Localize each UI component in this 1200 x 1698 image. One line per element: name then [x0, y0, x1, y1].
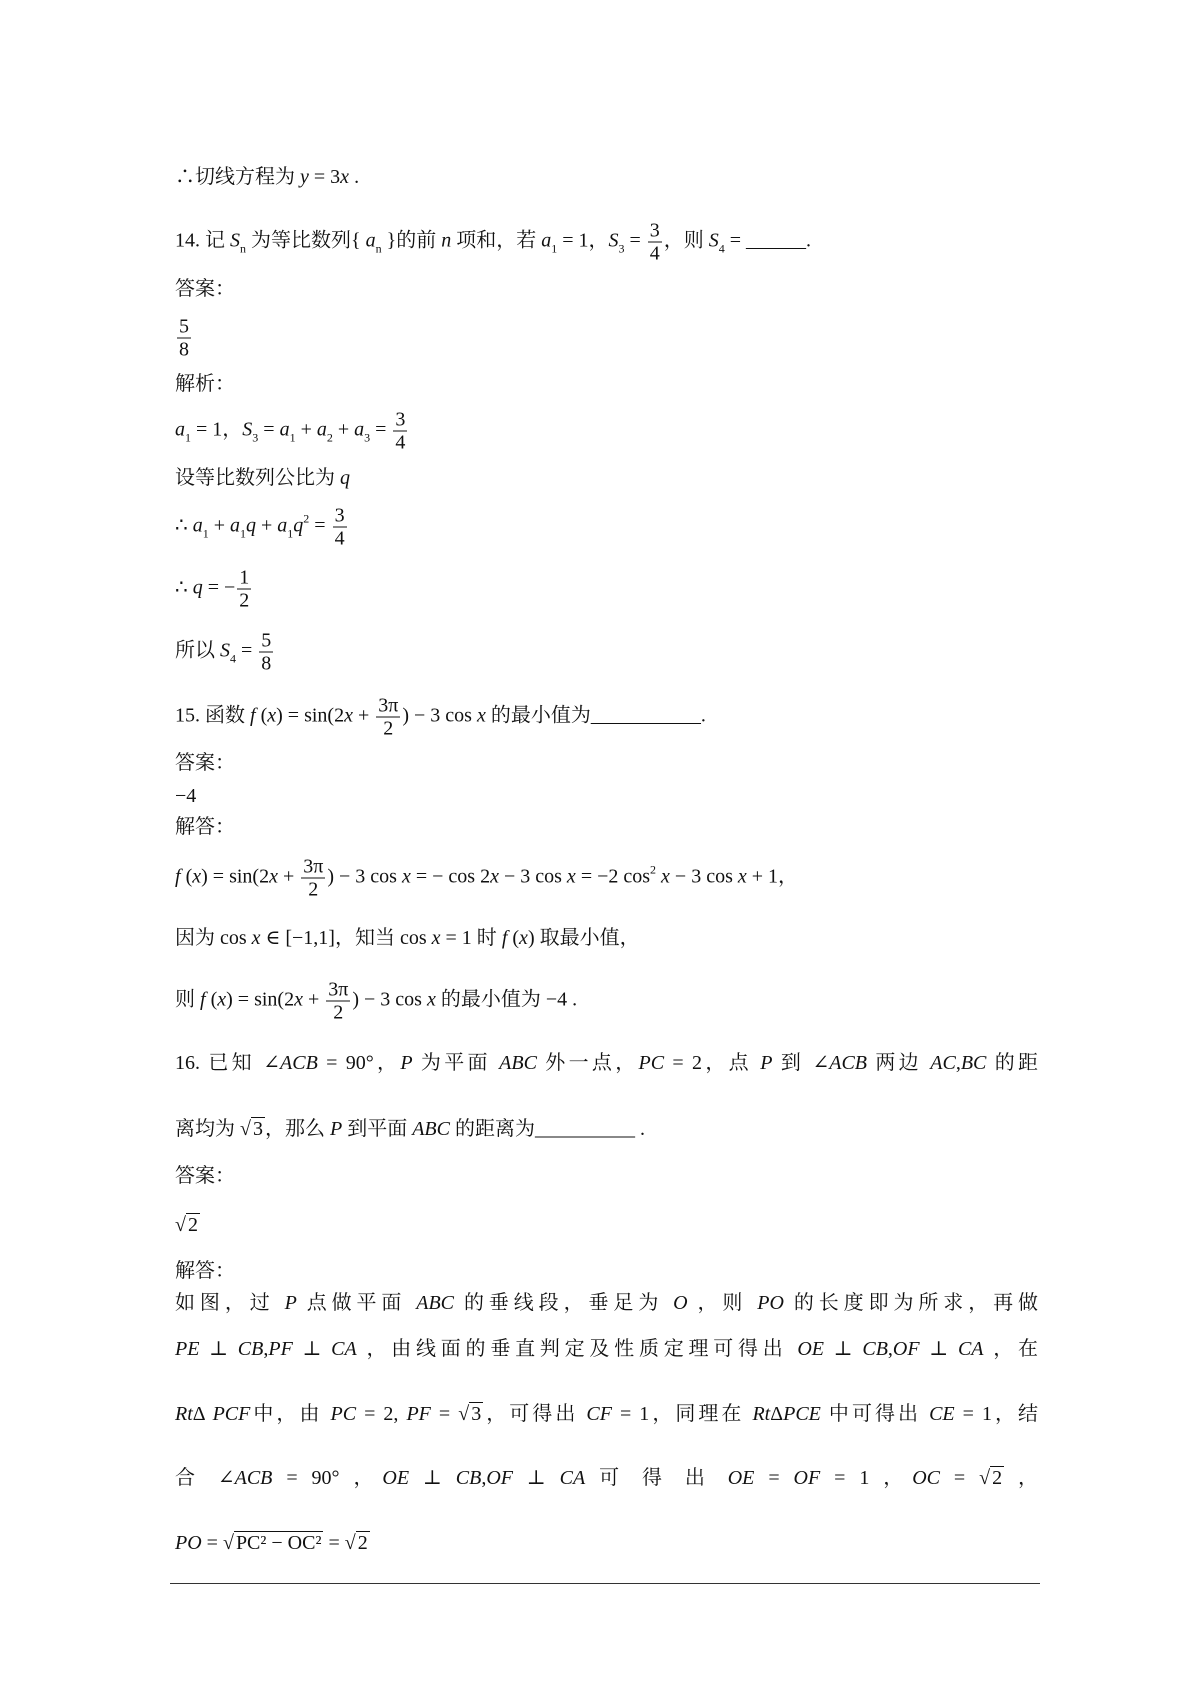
math-variable: CB: [237, 1338, 264, 1360]
math-variable: f: [175, 865, 181, 888]
math-variable: OF: [486, 1467, 513, 1489]
text-line: [175, 466, 350, 490]
math-variable: x: [431, 927, 441, 949]
fraction: [237, 567, 251, 612]
text-run: = −2 cos: [575, 865, 651, 888]
text-run: 14. 记: [175, 229, 230, 252]
text-line: [175, 630, 275, 675]
math-variable: P: [400, 1052, 413, 1074]
text-line: [175, 1402, 1038, 1426]
text-run: Δ: [192, 1403, 213, 1425]
denominator: 4: [649, 242, 660, 265]
text-line: [175, 1164, 235, 1188]
subscript: n: [240, 241, 246, 256]
math-variable: ABC: [412, 1118, 450, 1140]
text-run: 则: [175, 988, 200, 1011]
text-run: +: [332, 418, 355, 441]
text-run: ) − 3 cos: [402, 704, 477, 727]
subscript: 3: [618, 241, 625, 256]
text-run: + 1，: [746, 865, 799, 888]
text-run: = 1，结: [954, 1403, 1039, 1425]
denominator: 2: [383, 717, 394, 740]
subscript: 1: [289, 430, 296, 445]
text-run: 答案：: [175, 1165, 235, 1187]
text-line: [175, 409, 409, 454]
text-line: [175, 567, 253, 612]
math-variable: ACB: [829, 1052, 868, 1074]
math-variable: x: [519, 927, 528, 949]
math-variable: PO: [175, 1532, 202, 1554]
text-run: = ______.: [724, 229, 812, 252]
text-run: +: [277, 865, 300, 888]
text-run: ) − 3 cos: [352, 988, 427, 1011]
text-run: ，那么: [264, 1118, 330, 1140]
text-line: [175, 1291, 1038, 1315]
text-run: = − cos 2: [410, 865, 491, 888]
text-run: ,: [481, 1467, 487, 1489]
math-variable: x: [294, 988, 303, 1011]
text-line: [175, 695, 706, 740]
text-line: [175, 277, 235, 301]
text-line: [175, 1213, 200, 1237]
math-variable: a: [365, 229, 376, 252]
math-variable: Rt: [752, 1403, 771, 1425]
text-run: ，则: [687, 1292, 758, 1314]
text-run: − 3 cos: [669, 865, 738, 888]
subscript: 1: [202, 526, 209, 541]
text-run: 可 得 出: [585, 1467, 728, 1489]
math-variable: OC: [912, 1467, 940, 1489]
radicand: PC² − OC²: [235, 1532, 322, 1554]
math-variable: Rt: [175, 1403, 193, 1425]
text-run: = 2，点: [664, 1052, 761, 1074]
text-run: 中，由: [250, 1403, 331, 1425]
math-variable: a: [277, 514, 288, 537]
math-variable: x: [192, 865, 202, 888]
radicand: 2: [187, 1214, 198, 1236]
text-run: 15. 函数: [175, 704, 250, 727]
text-run: 到 ∠: [772, 1052, 830, 1074]
text-run: −4: [175, 785, 197, 807]
subscript: 4: [718, 241, 725, 256]
radicand: 3: [471, 1403, 482, 1425]
text-run: 两边: [867, 1052, 931, 1074]
math-variable: CE: [929, 1403, 955, 1425]
math-variable: P: [760, 1052, 773, 1074]
text-run: ⊥: [199, 1338, 238, 1360]
math-variable: CA: [559, 1467, 586, 1489]
math-variable: x: [269, 865, 278, 888]
text-run: = 90° ，: [272, 1467, 383, 1489]
radical-sign: √: [240, 1118, 251, 1140]
math-variable: OE: [382, 1467, 410, 1489]
numerator: 3: [649, 219, 660, 242]
text-run: ，可得出: [483, 1403, 587, 1425]
text-run: 中可得出: [820, 1403, 930, 1425]
text-run: =: [201, 1532, 223, 1554]
text-line: [175, 1337, 1038, 1361]
text-run: ) = sin(2: [276, 704, 345, 727]
math-variable: OF: [892, 1338, 920, 1360]
text-line: [175, 784, 196, 808]
text-run: ⊥: [824, 1338, 863, 1360]
subscript: n: [375, 241, 382, 256]
math-variable: BC: [960, 1052, 987, 1074]
text-run: 到平面: [342, 1118, 413, 1140]
text-run: +: [295, 418, 317, 441]
numerator: 3: [395, 408, 406, 431]
text-run: ⊥: [512, 1467, 560, 1489]
math-variable: ABC: [416, 1292, 455, 1314]
math-variable: CB: [862, 1338, 888, 1360]
text-run: 的最小值为 −4 .: [435, 988, 578, 1011]
numerator: 3: [334, 504, 345, 527]
math-variable: S: [220, 639, 230, 662]
math-variable: S: [230, 229, 240, 252]
text-line: [175, 1259, 235, 1283]
radical-sign: √: [175, 1214, 186, 1236]
text-run: ⊥: [409, 1467, 456, 1489]
text-run: +: [302, 988, 325, 1011]
math-variable: a: [175, 418, 185, 441]
fraction: [177, 316, 191, 361]
text-run: =: [236, 639, 258, 662]
text-run: 因为 cos: [175, 927, 252, 949]
subscript: 3: [364, 430, 371, 445]
text-run: =: [323, 1532, 345, 1554]
math-variable: P: [329, 1118, 343, 1140]
text-run: ,: [887, 1338, 893, 1360]
text-run: +: [352, 704, 375, 727]
text-run: ，在: [983, 1338, 1039, 1360]
text-line: [175, 372, 235, 396]
math-variable: P: [284, 1292, 297, 1314]
math-variable: x: [251, 927, 261, 949]
text-run: 答案：: [175, 278, 235, 300]
text-run: ，则: [663, 229, 709, 252]
denominator: 2: [333, 1001, 344, 1024]
superscript: 2: [303, 511, 310, 526]
denominator: 8: [179, 338, 189, 361]
math-variable: x: [340, 166, 350, 188]
text-line: [175, 1117, 645, 1141]
text-line: [175, 1531, 370, 1555]
text-run: 的距离为__________ .: [449, 1118, 645, 1140]
text-run: 的最小值为___________.: [485, 704, 706, 727]
math-variable: a: [192, 514, 203, 537]
square-root: [175, 1213, 200, 1237]
fraction: [376, 695, 400, 740]
denominator: 4: [334, 527, 345, 550]
text-run: 的垂线段，垂足为: [454, 1292, 674, 1314]
math-variable: x: [426, 988, 436, 1011]
math-variable: f: [501, 927, 508, 949]
subscript: 1: [551, 241, 558, 256]
text-run: ) = sin(2: [226, 988, 295, 1011]
radicand: 2: [357, 1532, 368, 1554]
superscript: 2: [650, 862, 657, 877]
math-variable: PF: [268, 1338, 293, 1360]
text-run: ∈ [−1,1]，知当 cos: [260, 927, 432, 949]
math-variable: y: [300, 166, 309, 188]
text-run: 答案：: [175, 752, 235, 774]
math-variable: PO: [757, 1292, 784, 1314]
text-run: +: [256, 514, 278, 537]
numerator: 5: [179, 315, 189, 338]
denominator: 2: [239, 589, 250, 612]
text-run: Δ: [770, 1403, 784, 1425]
math-variable: S: [708, 229, 719, 252]
math-variable: CB: [455, 1467, 482, 1489]
text-line: [175, 815, 235, 839]
numerator: 5: [261, 629, 272, 652]
math-variable: a: [354, 418, 365, 441]
math-variable: PC: [330, 1403, 357, 1425]
text-line: [175, 165, 359, 189]
text-run: = 1，: [557, 229, 609, 252]
text-run: ，由线面的垂直判定及性质定理可得出: [356, 1338, 798, 1360]
math-variable: PF: [406, 1403, 431, 1425]
text-run: = 3: [308, 166, 341, 188]
text-run: 点做平面: [296, 1292, 417, 1314]
text-run: = 1 ，: [820, 1467, 913, 1489]
numerator: 3π: [303, 855, 324, 878]
fraction: [648, 220, 662, 265]
text-run: ∠: [217, 1467, 235, 1489]
text-run: =: [430, 1403, 459, 1425]
text-run: 解答：: [175, 1260, 235, 1282]
numerator: 3π: [328, 978, 349, 1001]
math-variable: OE: [797, 1338, 824, 1360]
math-variable: a: [230, 514, 241, 537]
text-line: [175, 220, 811, 265]
math-variable: CF: [586, 1403, 612, 1425]
text-run: =: [940, 1467, 980, 1489]
text-line: [175, 926, 640, 950]
footer-divider: [170, 1583, 1040, 1584]
math-variable: n: [441, 229, 452, 252]
radical-sign: √: [458, 1403, 470, 1425]
radicand: 3: [252, 1118, 263, 1140]
text-line: [175, 1466, 1038, 1490]
text-run: .: [349, 166, 360, 188]
text-run: 如图，过: [175, 1292, 285, 1314]
text-run: (: [507, 927, 520, 949]
numerator: 3π: [378, 694, 399, 717]
text-run: = 1 时: [440, 927, 502, 949]
subscript: 1: [240, 526, 247, 541]
text-run: ，: [1004, 1467, 1039, 1489]
math-variable: q: [246, 514, 257, 537]
radicand: 2: [992, 1467, 1003, 1489]
math-variable: AC: [930, 1052, 956, 1074]
text-run: ⊥: [919, 1338, 958, 1360]
math-variable: x: [566, 865, 576, 888]
text-run: 解析：: [175, 373, 235, 395]
square-root: [458, 1402, 483, 1426]
text-run: 合: [175, 1467, 218, 1489]
subscript: 2: [326, 430, 333, 445]
text-run: 解答：: [175, 816, 235, 838]
math-variable: ACB: [280, 1052, 318, 1074]
text-run: 外一点，: [536, 1052, 639, 1074]
math-variable: f: [250, 704, 256, 727]
math-variable: q: [293, 514, 304, 537]
text-run: 设等比数列公比为: [175, 467, 340, 489]
radical-sign: √: [344, 1532, 356, 1554]
text-run: }的前: [381, 229, 442, 252]
text-run: ∴: [175, 514, 193, 537]
math-variable: q: [192, 576, 203, 599]
text-run: = 1，同理在: [611, 1403, 753, 1425]
text-run: − 3 cos: [498, 865, 567, 888]
text-line: [175, 505, 349, 550]
math-variable: S: [608, 229, 619, 252]
fraction: [393, 409, 407, 454]
math-variable: ABC: [499, 1052, 537, 1074]
denominator: 4: [395, 431, 406, 454]
subscript: 1: [185, 430, 191, 445]
math-variable: ACB: [234, 1467, 273, 1489]
text-run: 的距: [986, 1052, 1039, 1074]
text-run: (: [180, 865, 193, 888]
text-run: = −: [202, 576, 236, 599]
text-run: 离均为: [175, 1118, 240, 1140]
math-variable: S: [242, 418, 253, 441]
radical-sign: √: [979, 1467, 991, 1489]
math-variable: x: [737, 865, 747, 888]
math-variable: PCF: [212, 1403, 251, 1425]
math-variable: x: [401, 865, 411, 888]
text-run: ) 取最小值，: [527, 927, 640, 949]
text-run: 16. 已知 ∠: [175, 1052, 281, 1074]
text-line: [175, 751, 235, 775]
square-root: [223, 1531, 324, 1555]
square-root: [979, 1466, 1004, 1490]
math-variable: a: [279, 418, 290, 441]
math-variable: x: [344, 704, 353, 727]
text-run: ) − 3 cos: [327, 865, 402, 888]
radical-sign: √: [222, 1532, 234, 1554]
square-root: [240, 1117, 265, 1141]
subscript: 4: [230, 651, 236, 666]
text-run: 所以: [175, 639, 220, 662]
fraction: [301, 856, 325, 901]
text-run: (: [255, 704, 268, 727]
fraction: [326, 979, 350, 1024]
math-variable: x: [476, 704, 486, 727]
math-variable: PC: [638, 1052, 665, 1074]
text-run: = 2,: [356, 1403, 407, 1425]
math-variable: CA: [331, 1338, 357, 1360]
text-run: 项和，若: [451, 229, 542, 252]
square-root: [345, 1531, 370, 1555]
math-variable: OE: [727, 1467, 755, 1489]
text-run: =: [754, 1467, 794, 1489]
denominator: 8: [261, 652, 272, 675]
fraction: [259, 630, 273, 675]
math-variable: O: [673, 1292, 688, 1314]
math-variable: CA: [957, 1338, 984, 1360]
text-run: ,: [263, 1338, 269, 1360]
text-line: [175, 316, 193, 361]
math-variable: x: [217, 988, 227, 1011]
subscript: 1: [287, 526, 294, 541]
math-variable: a: [316, 418, 327, 441]
text-line: [175, 856, 798, 901]
subscript: 3: [252, 430, 259, 445]
math-variable: x: [267, 704, 277, 727]
text-run: (: [205, 988, 218, 1011]
text-run: ,: [955, 1052, 961, 1074]
numerator: 1: [239, 566, 250, 589]
text-run: = 90°，: [317, 1052, 401, 1074]
text-line: [175, 1051, 1038, 1075]
text-run: 为平面: [412, 1052, 500, 1074]
text-run: =: [258, 418, 280, 441]
text-run: =: [370, 418, 392, 441]
text-run: = 1，: [191, 418, 243, 441]
math-variable: PE: [175, 1338, 200, 1360]
text-run: ∴: [175, 576, 193, 599]
text-run: 为等比数列{: [246, 229, 366, 252]
math-variable: a: [541, 229, 552, 252]
text-run: ∴切线方程为: [175, 166, 300, 188]
text-run: 的长度即为所求，再做: [783, 1292, 1039, 1314]
text-run: =: [309, 514, 331, 537]
text-run: ) = sin(2: [201, 865, 270, 888]
text-line: [175, 979, 577, 1024]
math-variable: f: [200, 988, 206, 1011]
math-variable: OF: [793, 1467, 821, 1489]
math-variable: x: [490, 865, 499, 888]
fraction: [333, 505, 347, 550]
text-run: ⊥: [292, 1338, 332, 1360]
text-run: +: [208, 514, 231, 537]
math-variable: q: [340, 467, 350, 489]
denominator: 2: [308, 878, 319, 901]
math-variable: PCE: [783, 1403, 821, 1425]
text-run: =: [624, 229, 646, 252]
math-variable: x: [661, 865, 670, 888]
